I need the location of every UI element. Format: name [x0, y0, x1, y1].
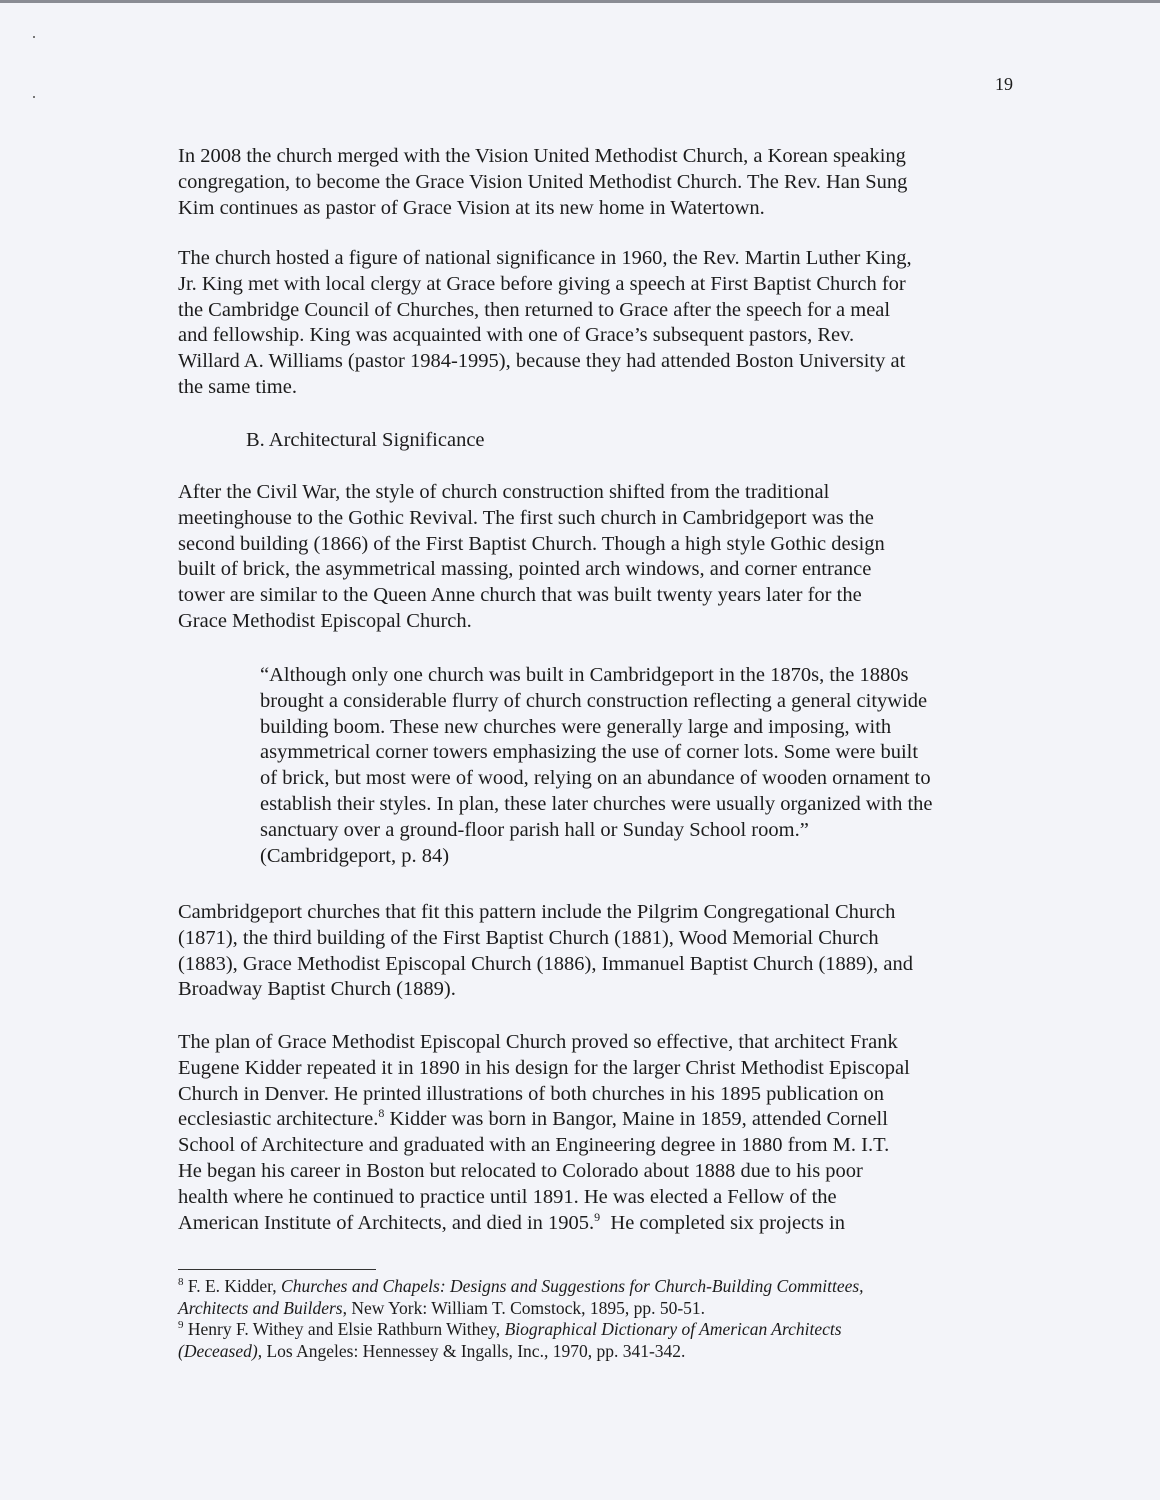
text-line: He began his career in Boston but relocated to Colorado about 1888 due to his poor [178, 1159, 863, 1182]
footnote-title: (Deceased) [178, 1340, 258, 1361]
text-line: sanctuary over a ground-floor parish hall or Sunday School room.” [260, 818, 809, 841]
text-line: the same time. [178, 375, 297, 398]
footnote-marker: 8 [178, 1276, 184, 1288]
text-line: The church hosted a figure of national significance in 1960, the Rev. Martin Luther King, [178, 247, 912, 269]
paragraph-merger [178, 144, 1008, 221]
text-line: In 2008 the church merged with the Vision United Methodist Church, a Korean speaking [178, 145, 906, 167]
paragraph-gothic-revival [178, 480, 1008, 635]
footnote-author: F. E. Kidder, [183, 1276, 282, 1296]
text-line: asymmetrical corner towers emphasizing the use of corner lots. Some were built [260, 741, 919, 764]
paragraph-churches-list [178, 900, 1008, 1003]
text-line [178, 1211, 1008, 1237]
footnote-ref-8[interactable]: 8 [378, 1106, 385, 1121]
text-line: Jr. King met with local clergy at Grace before giving a speech at First Baptist Church for [178, 272, 906, 295]
text-line: built of brick, the asymmetrical massing, pointed arch windows, and corner entrance [178, 558, 872, 581]
page-number: 19 [995, 74, 1013, 94]
text-line: brought a considerable flurry of church construction reflecting a general citywide [260, 689, 928, 712]
text-fragment: ecclesiastic architecture. [178, 1108, 379, 1131]
text-line: Church in Denver. He printed illustrations of both churches in his 1895 publication on [178, 1082, 884, 1105]
footnote-divider [178, 1269, 376, 1270]
footnote-8 [178, 1276, 998, 1319]
text-line: School of Architecture and graduated with an Engineering degree in 1880 from M. I.T. [178, 1134, 890, 1157]
footnote-author: Henry F. Withey and Elsie Rathburn Withey, [183, 1319, 505, 1339]
text-line: of brick, but most were of wood, relying on an abundance of wooden ornament to [260, 767, 931, 790]
text-line: second building (1866) of the First Baptist Church. Though a high style Gothic design [178, 532, 885, 555]
scan-edge [0, 0, 1160, 3]
scan-speck [33, 36, 35, 38]
footnote-marker: 9 [178, 1319, 184, 1331]
block-quote [260, 663, 1000, 869]
scan-speck [33, 96, 35, 98]
footnote-title: Biographical Dictionary of American Architects [504, 1319, 842, 1339]
section-heading: B. Architectural Significance [246, 429, 485, 451]
text-line: congregation, to become the Grace Vision United Methodist Church. The Rev. Han Sung [178, 170, 908, 193]
text-line: Cambridgeport churches that fit this pattern include the Pilgrim Congregational Church [178, 901, 896, 923]
footnote-title: Churches and Chapels: Designs and Suggestions for Church-Building Committees, [281, 1276, 864, 1296]
text-line: tower are similar to the Queen Anne church that was built twenty years later for the [178, 584, 862, 607]
footnotes [178, 1276, 998, 1362]
text-line [178, 1107, 1008, 1133]
footnote-ref-9[interactable]: 9 [594, 1209, 601, 1224]
text-fragment: Kidder was born in Bangor, Maine in 1859, attended Cornell [384, 1108, 888, 1131]
text-line: health where he continued to practice until 1891. He was elected a Fellow of the [178, 1185, 837, 1208]
text-line: Broadway Baptist Church (1889). [178, 978, 456, 1001]
footnote-publication: , Los Angeles: Hennessey & Ingalls, Inc., 1970, pp. 341-342. [257, 1340, 686, 1361]
paragraph-kidder [178, 1030, 1008, 1236]
footnote-publication: , New York: William T. Comstock, 1895, pp. 50-51. [342, 1297, 706, 1318]
text-line: The plan of Grace Methodist Episcopal Church proved so effective, that architect Frank [178, 1031, 898, 1053]
text-line: After the Civil War, the style of church construction shifted from the traditional [178, 481, 830, 503]
text-line: establish their styles. In plan, these later churches were usually organized with the [260, 792, 933, 815]
footnote-9 [178, 1319, 998, 1362]
quote-citation: (Cambridgeport, p. 84) [260, 844, 450, 867]
text-line: and fellowship. King was acquainted with one of Grace’s subsequent pastors, Rev. [178, 324, 855, 347]
text-line: Kim continues as pastor of Grace Vision at its new home in Watertown. [178, 196, 765, 219]
text-line: meetinghouse to the Gothic Revival. The first such church in Cambridgeport was the [178, 506, 874, 529]
text-fragment: American Institute of Architects, and died in 1905. [178, 1211, 595, 1234]
text-line: the Cambridge Council of Churches, then returned to Grace after the speech for a meal [178, 298, 891, 321]
text-line: Willard A. Williams (pastor 1984-1995), because they had attended Boston University at [178, 350, 906, 373]
text-line: (1883), Grace Methodist Episcopal Church (1886), Immanuel Baptist Church (1889), and [178, 952, 913, 975]
paragraph-mlk-visit [178, 246, 1008, 401]
text-fragment: He completed six projects in [600, 1211, 845, 1234]
text-line: “Although only one church was built in Cambridgeport in the 1870s, the 1880s [260, 664, 909, 686]
footnote-title: Architects and Builders [178, 1297, 343, 1318]
text-line: building boom. These new churches were generally large and imposing, with [260, 715, 892, 738]
text-line: Eugene Kidder repeated it in 1890 in his design for the larger Christ Methodist Episcopal [178, 1056, 910, 1079]
text-line: (1871), the third building of the First Baptist Church (1881), Wood Memorial Church [178, 926, 879, 949]
text-line: Grace Methodist Episcopal Church. [178, 609, 472, 632]
